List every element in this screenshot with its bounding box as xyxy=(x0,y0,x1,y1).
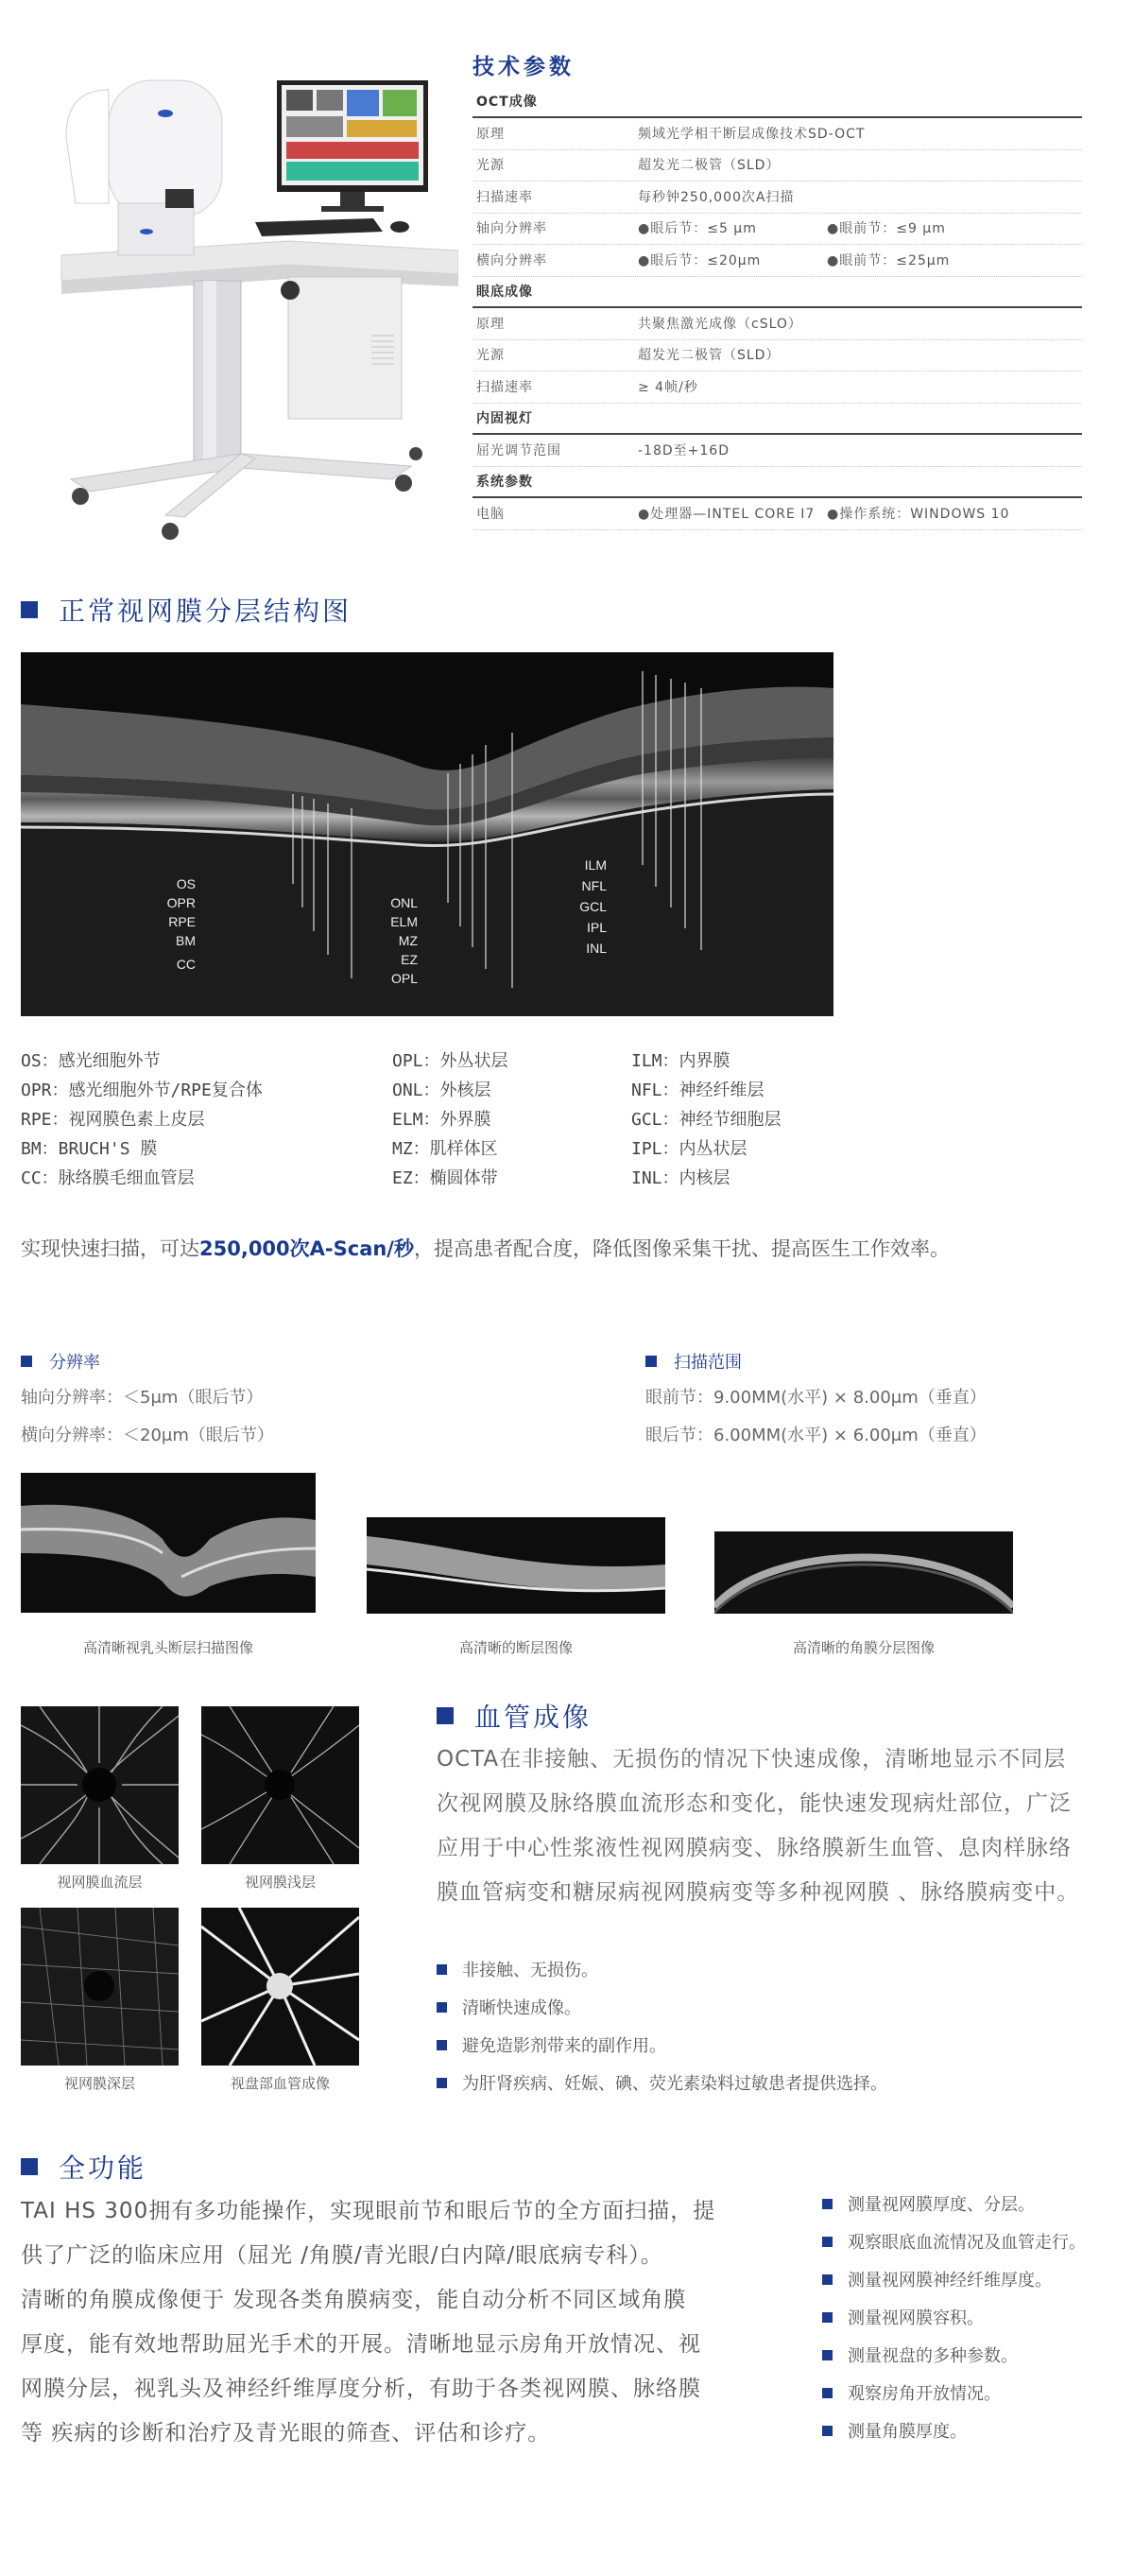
scan-speed-text: 实现快速扫描，可达250,000次A-Scan/秒，提高患者配合度，降低图像采集干扰、提高医生工作效率。 xyxy=(21,1237,950,1260)
retina-scan-image xyxy=(367,1517,665,1614)
spec-key: 屈光调节范围 xyxy=(476,442,561,458)
spec-row xyxy=(472,119,1082,150)
octa-caption: 视网膜深层 xyxy=(63,2075,135,2092)
spec-value: ●操作系统：WINDOWS 10 xyxy=(827,506,1010,522)
legend-item: OS：感光细胞外节 xyxy=(21,1051,161,1071)
bullet-item xyxy=(822,2343,1018,2367)
layers-title: 正常视网膜分层结构图 xyxy=(59,596,352,627)
spec-title: 技术参数 xyxy=(472,55,575,79)
paragraph-line: 清晰的角膜成像便于 发现各类角膜病变，能自动分析不同区域角膜 xyxy=(21,2288,687,2312)
bullet-text: 测量视网膜容积。 xyxy=(848,2308,984,2328)
spec-key: 系统参数 xyxy=(476,475,533,490)
bullet-text: 观察房角开放情况。 xyxy=(848,2384,1001,2404)
device-illustration xyxy=(52,71,458,562)
bullet-square-icon xyxy=(437,2002,447,2013)
cornea-scan-image xyxy=(714,1531,1013,1614)
bullet-square-icon xyxy=(822,2274,833,2285)
spec-row xyxy=(472,499,1082,530)
spec-value: 超发光二极管（SLD） xyxy=(638,348,781,363)
bullet-item xyxy=(437,2032,666,2057)
scan-speed-highlight: 250,000次A-Scan/秒 xyxy=(199,1237,414,1260)
paragraph-line: 应用于中心性浆液性视网膜病变、脉络膜新生血管、息肉样脉络 xyxy=(437,1836,1072,1860)
legend-item: ONL：外核层 xyxy=(392,1081,491,1100)
legend-item: ELM：外界膜 xyxy=(392,1110,491,1130)
spec-value: 共聚焦激光成像（cSLO） xyxy=(638,316,802,332)
spec-row xyxy=(472,340,1082,372)
paragraph-line: TAI HS 300拥有多功能操作，实现眼前节和眼后节的全方面扫描，提 xyxy=(21,2199,716,2223)
optic-disc-scan-image xyxy=(21,1473,316,1613)
spec-row xyxy=(472,150,1082,182)
bullet-text: 为肝肾疾病、妊娠、碘、荧光素染料过敏患者提供选择。 xyxy=(462,2074,887,2094)
spec-value: ●眼后节：≤5 μm xyxy=(638,221,757,236)
range-line: 眼前节：9.00MM(水平) × 8.00μm（垂直） xyxy=(645,1388,987,1408)
heading-square-icon xyxy=(21,601,38,618)
heading-square-icon xyxy=(21,2158,38,2175)
layer-label: IPL xyxy=(586,920,607,935)
spec-value: ●眼后节：≤20μm xyxy=(638,252,762,268)
paragraph-line: 厚度，能有效地帮助屈光手术的开展。清晰地显示房角开放情况、视 xyxy=(21,2332,701,2357)
layer-label: OS xyxy=(176,876,196,891)
bullet-item xyxy=(822,2191,1035,2216)
spec-category xyxy=(472,87,1082,118)
legend-item: ILM：内界膜 xyxy=(631,1051,730,1071)
resolution-line: 横向分辨率：＜20μm（眼后节） xyxy=(21,1426,274,1445)
spec-key: OCT成像 xyxy=(476,95,538,110)
spec-key: 扫描速率 xyxy=(476,189,533,205)
spec-value: -18D至+16D xyxy=(638,442,730,458)
spec-row xyxy=(472,309,1082,340)
spec-key: 内固视灯 xyxy=(476,411,533,426)
bullet-text: 测量视网膜神经纤维厚度。 xyxy=(848,2271,1052,2291)
octa-caption: 视网膜血流层 xyxy=(57,1874,143,1891)
paragraph-line: 等 疾病的诊断和治疗及青光眼的筛查、评估和诊疗。 xyxy=(21,2421,551,2446)
legend-item: GCL：神经节细胞层 xyxy=(631,1110,782,1130)
bullet-text: 测量视盘的多种参数。 xyxy=(848,2346,1018,2366)
spec-value: ≥ 4帧/秒 xyxy=(638,379,698,395)
spec-row xyxy=(472,182,1082,214)
retina-oct-image xyxy=(21,652,833,1016)
bullet-item xyxy=(822,2418,967,2443)
heading-square-icon xyxy=(437,1707,454,1724)
thumb-caption: 高清晰的角膜分层图像 xyxy=(792,1639,935,1656)
bullet-item xyxy=(437,1957,598,1981)
bullet-item xyxy=(437,1995,581,2019)
spec-row xyxy=(472,246,1082,277)
spec-row xyxy=(472,436,1082,467)
bullet-item xyxy=(822,2380,1001,2405)
layer-label: ONL xyxy=(390,895,418,910)
layer-label: RPE xyxy=(168,914,196,929)
spec-value: 频域光学相干断层成像技术SD-OCT xyxy=(638,126,866,142)
legend-item: CC：脉络膜毛细血管层 xyxy=(21,1168,195,1188)
spec-key: 原理 xyxy=(476,316,505,332)
bullet-item xyxy=(822,2229,1086,2254)
full-function-paragraph xyxy=(21,2189,715,2456)
bullet-square-icon xyxy=(822,2388,833,2398)
spec-key: 原理 xyxy=(476,126,505,142)
legend-item: EZ：椭圆体带 xyxy=(392,1168,498,1188)
bullet-square-icon xyxy=(822,2350,833,2360)
resolution-line: 轴向分辨率：＜5μm（眼后节） xyxy=(21,1388,264,1408)
layer-label: BM xyxy=(176,933,196,948)
octa-paragraph xyxy=(437,1738,1079,1915)
spec-key: 眼底成像 xyxy=(476,285,533,300)
bullet-square-icon xyxy=(822,2237,833,2247)
paragraph-line: 次视网膜及脉络膜血流形态和变化，能快速发现病灶部位，广泛 xyxy=(437,1791,1072,1816)
legend-item: OPL：外丛状层 xyxy=(392,1051,508,1071)
thumb-caption: 高清晰视乳头断层扫描图像 xyxy=(82,1639,253,1656)
spec-key: 电脑 xyxy=(476,506,505,522)
legend-item: IPL：内丛状层 xyxy=(631,1139,747,1159)
paragraph-line: 膜血管病变和糖尿病视网膜病变等多种视网膜 、脉络膜病变中。 xyxy=(437,1880,1080,1905)
bullet-item xyxy=(822,2305,984,2329)
spec-value: ●眼前节：≤9 μm xyxy=(827,221,946,236)
octa-caption: 视盘部血管成像 xyxy=(230,2075,330,2092)
bullet-text: 非接触、无损伤。 xyxy=(462,1961,598,1980)
spec-value: ●眼前节：≤25μm xyxy=(827,252,951,268)
range-heading: 扫描范围 xyxy=(645,1349,742,1374)
paragraph-line: OCTA在非接触、无损伤的情况下快速成像，清晰地显示不同层 xyxy=(437,1747,1067,1772)
spec-key: 光源 xyxy=(476,158,505,173)
resolution-heading: 分辨率 xyxy=(21,1349,100,1374)
layer-label: NFL xyxy=(581,878,607,893)
spec-value: 超发光二极管（SLD） xyxy=(638,158,781,173)
octa-image xyxy=(21,1706,179,1864)
layer-label: CC xyxy=(176,957,196,972)
bullet-item xyxy=(822,2267,1052,2291)
spec-value: ●处理器—INTEL CORE I7 xyxy=(638,506,816,522)
bullet-item xyxy=(437,2070,887,2095)
heading-square-icon xyxy=(645,1356,657,1367)
spec-key: 光源 xyxy=(476,348,505,363)
layer-label: INL xyxy=(586,941,607,956)
octa-heading: 血管成像 xyxy=(437,1697,592,1735)
layer-label: MZ xyxy=(398,933,418,948)
layer-label: ELM xyxy=(390,914,418,929)
spec-row xyxy=(472,214,1082,245)
octa-image xyxy=(201,1908,359,2066)
legend-item: OPR：感光细胞外节/RPE复合体 xyxy=(21,1081,263,1100)
bullet-text: 测量角膜厚度。 xyxy=(848,2422,967,2442)
full-function-heading: 全功能 xyxy=(21,2148,146,2186)
bullet-square-icon xyxy=(437,1964,447,1975)
legend-item: NFL：神经纤维层 xyxy=(631,1081,765,1100)
thumb-caption: 高清晰的断层图像 xyxy=(458,1639,573,1656)
legend-item: RPE：视网膜色素上皮层 xyxy=(21,1110,205,1130)
layer-label: OPR xyxy=(166,895,196,910)
octa-caption: 视网膜浅层 xyxy=(244,1874,316,1891)
legend-item: MZ：肌样体区 xyxy=(392,1139,498,1159)
bullet-square-icon xyxy=(437,2040,447,2050)
layer-label: OPL xyxy=(390,971,418,986)
spec-key: 扫描速率 xyxy=(476,379,533,395)
spec-key: 横向分辨率 xyxy=(476,252,547,268)
bullet-square-icon xyxy=(437,2078,447,2088)
octa-image xyxy=(201,1706,359,1864)
bullet-text: 测量视网膜厚度、分层。 xyxy=(848,2195,1035,2215)
paragraph-line: 网膜分层，视乳头及神经纤维厚度分析，有助于各类视网膜、脉络膜 xyxy=(21,2377,701,2401)
spec-key: 轴向分辨率 xyxy=(476,221,547,236)
bullet-square-icon xyxy=(822,2199,833,2209)
range-line: 眼后节：6.00MM(水平) × 6.00μm（垂直） xyxy=(645,1426,987,1445)
layer-label: EZ xyxy=(401,952,418,967)
layers-heading xyxy=(21,591,352,629)
legend-item: BM：BRUCH'S 膜 xyxy=(21,1139,158,1159)
bullet-text: 清晰快速成像。 xyxy=(462,1998,581,2018)
bullet-square-icon xyxy=(822,2312,833,2323)
spec-value: 每秒钟250,000次A扫描 xyxy=(638,189,795,205)
heading-square-icon xyxy=(21,1356,32,1367)
spec-category xyxy=(472,277,1082,308)
paragraph-line: 供了广泛的临床应用（屈光 /角膜/青光眼/白内障/眼底病专科）。 xyxy=(21,2243,663,2268)
layer-label: GCL xyxy=(579,899,607,914)
bullet-square-icon xyxy=(822,2426,833,2436)
octa-image xyxy=(21,1908,179,2066)
spec-row xyxy=(472,372,1082,404)
legend-item: INL：内核层 xyxy=(631,1168,730,1188)
spec-category xyxy=(472,404,1082,435)
bullet-text: 避免造影剂带来的副作用。 xyxy=(462,2036,666,2056)
spec-category xyxy=(472,467,1082,498)
bullet-text: 观察眼底血流情况及血管走行。 xyxy=(848,2233,1086,2253)
layer-label: ILM xyxy=(584,857,607,873)
